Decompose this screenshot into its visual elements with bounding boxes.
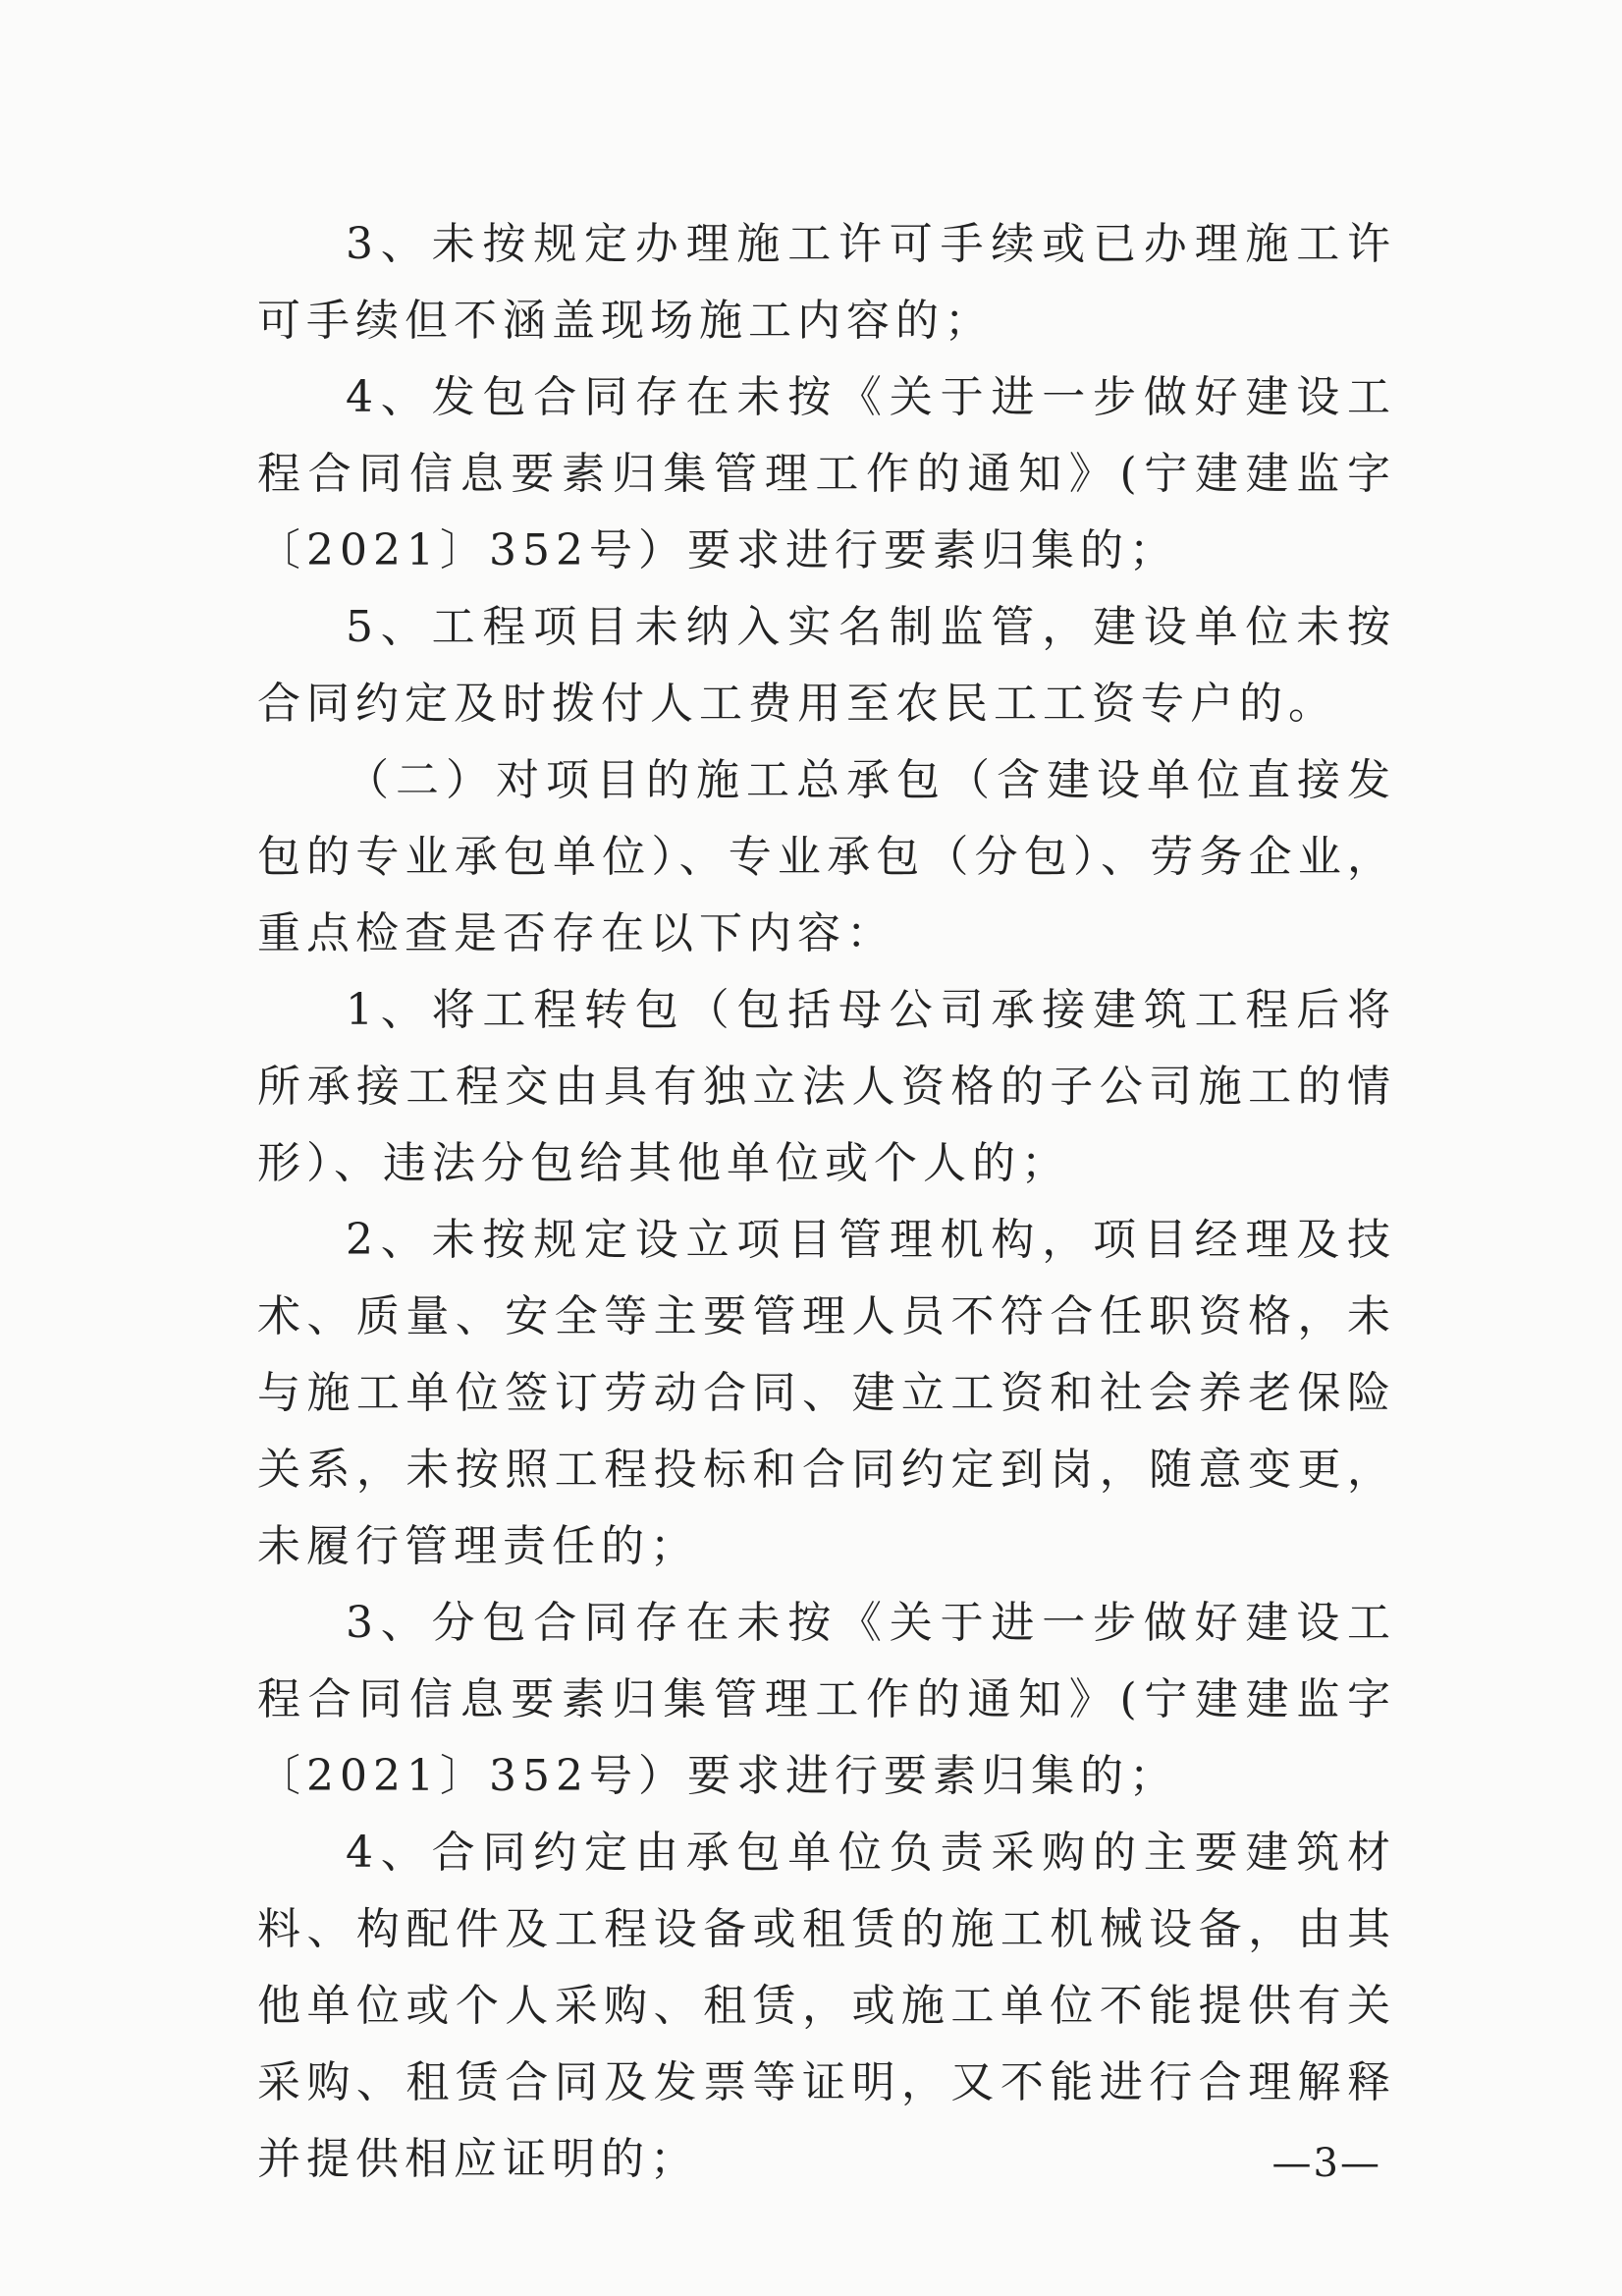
paragraph-item-2-management: 2、未按规定设立项目管理机构，项目经理及技术、质量、安全等主要管理人员不符合任职资格，未与施工单位签订劳动合同、建立工资和社会养老保险关系，未按照工程投标和合同约定到岗，随意变更，未履行管理责任的；	[257, 1215, 1396, 1571]
paragraph-item-4-procurement: 4、合同约定由承包单位负责采购的主要建筑材料、构配件及工程设备或租赁的施工机械设备，由其他单位或个人采购、租赁，或施工单位不能提供有关采购、租赁合同及发票等证明，又不能进行合理解释并提供相应证明的；	[257, 1828, 1396, 2184]
document-body	[257, 206, 1396, 2198]
paragraph-item-5-realname: 5、工程项目未纳入实名制监管，建设单位未按合同约定及时拨付人工费用至农民工工资专户的。	[257, 602, 1396, 729]
paragraph-section-2: （二）对项目的施工总承包（含建设单位直接发包的专业承包单位）、专业承包（分包）、劳务企业，重点检查是否存在以下内容：	[257, 755, 1396, 958]
paragraph-item-1-subcontract: 1、将工程转包（包括母公司承接建筑工程后将所承接工程交由具有独立法人资格的子公司施工的情形）、违法分包给其他单位或个人的；	[257, 985, 1396, 1188]
paragraph-item-3-permit: 3、未按规定办理施工许可手续或已办理施工许可手续但不涵盖现场施工内容的；	[257, 219, 1396, 346]
paragraph-item-4-contract: 4、发包合同存在未按《关于进一步做好建设工程合同信息要素归集管理工作的通知》(宁建建监字〔2021〕352号）要求进行要素归集的；	[257, 372, 1396, 575]
page-number: —3—	[1271, 2141, 1381, 2186]
paragraph-item-3-subcontract-contract: 3、分包合同存在未按《关于进一步做好建设工程合同信息要素归集管理工作的通知》(宁建建监字〔2021〕352号）要求进行要素归集的；	[257, 1598, 1396, 1801]
